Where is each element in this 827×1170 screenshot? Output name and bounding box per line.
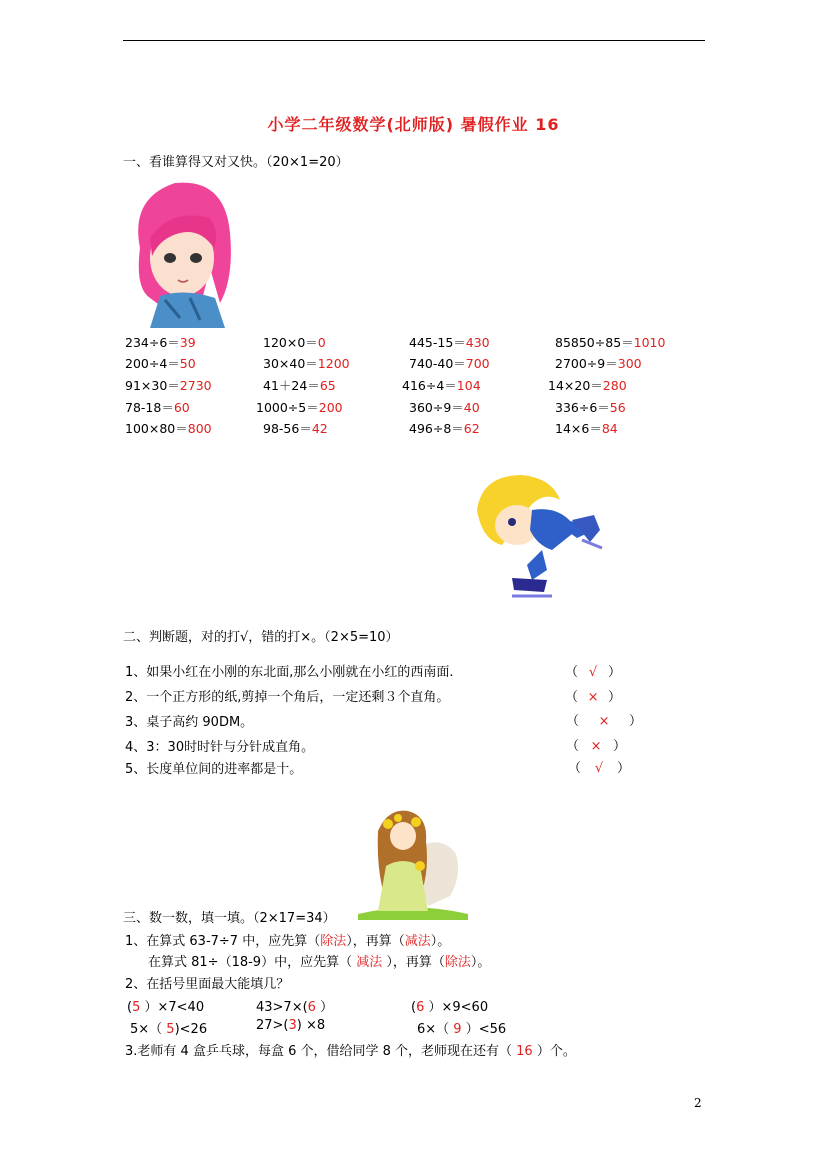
fill-question-3: 3.老师有 4 盒乒乓球，每盒 6 个，借给同学 8 个，老师现在还有（ 16 ）个。: [125, 1044, 576, 1059]
fill-question-2-heading: 2、在括号里面最大能填几？: [125, 977, 290, 992]
skater-girl-illustration: [472, 470, 608, 604]
problem: 416÷4＝104: [402, 378, 481, 393]
judge-answer-5: （ √ ）: [568, 761, 631, 776]
problem: 14×6＝84: [555, 421, 618, 436]
page-number: 2: [694, 1096, 702, 1110]
problem: 200÷4＝50: [125, 356, 196, 371]
inequality: 5×（ 5)<26: [130, 1022, 208, 1037]
problem: 98-56＝42: [263, 421, 328, 436]
fill-question-1-line-2: 在算式 81÷（18-9）中，应先算（ 减法 ），再算（除法）。: [148, 955, 491, 970]
problem: 85850÷85＝1010: [555, 335, 666, 350]
judge-item-1: 1、如果小红在小刚的东北面,那么小刚就在小红的西南面.: [125, 665, 454, 680]
section3-heading: 三、数一数，填一填。（2×17=34）: [123, 911, 336, 926]
judge-answer-1: （ √ ）: [565, 665, 622, 680]
judge-answer-4: （ × ）: [566, 739, 627, 754]
judge-answer-2: （ × ）: [565, 690, 622, 705]
problem: 1000÷5＝200: [256, 400, 343, 415]
fill-question-1-line-1: 1、在算式 63-7÷7 中，应先算（除法），再算（减法）。: [125, 934, 451, 949]
problem: 120×0＝0: [263, 335, 326, 350]
section2-heading: 二、判断题，对的打√，错的打×。（2×5=10）: [123, 630, 399, 645]
problem: 740-40＝700: [409, 356, 490, 371]
inequality: 6×（ 9 ）<56: [417, 1022, 507, 1037]
page-title: 小学二年级数学(北师版) 暑假作业 16: [267, 115, 560, 134]
problem: 496÷8＝62: [409, 421, 480, 436]
inequality: (5 ）×7<40: [127, 1000, 205, 1015]
judge-answer-3: （ × ）: [566, 714, 643, 729]
inequality: 27>(3) ×8: [256, 1018, 326, 1033]
problem: 100×80＝800: [125, 421, 212, 436]
problem: 234÷6＝39: [125, 335, 196, 350]
inequality: (6 ）×9<60: [411, 1000, 489, 1015]
problem: 336÷6＝56: [555, 400, 626, 415]
inequality: 43>7×(6 ）: [256, 1000, 334, 1015]
header-rule: [123, 40, 705, 41]
judge-item-5: 5、长度单位间的进率都是十。: [125, 762, 303, 777]
flower-girl-illustration: [358, 806, 468, 920]
pink-hair-girl-illustration: [130, 178, 236, 328]
judge-item-3: 3、桌子高约 90DM。: [125, 715, 254, 730]
problem: 2700÷9＝300: [555, 356, 642, 371]
section1-heading: 一、看谁算得又对又快。（20×1=20）: [123, 155, 349, 170]
judge-item-2: 2、一个正方形的纸,剪掉一个角后，一定还剩３个直角。: [125, 690, 450, 705]
problem: 78-18＝60: [125, 400, 190, 415]
problem: 14×20＝280: [548, 378, 627, 393]
problem: 30×40＝1200: [263, 356, 350, 371]
problem: 41＋24＝65: [263, 378, 336, 393]
problem: 91×30＝2730: [125, 378, 212, 393]
judge-item-4: 4、3：30时时针与分针成直角。: [125, 740, 315, 755]
problem: 360÷9＝40: [409, 400, 480, 415]
problem: 445-15＝430: [409, 335, 490, 350]
